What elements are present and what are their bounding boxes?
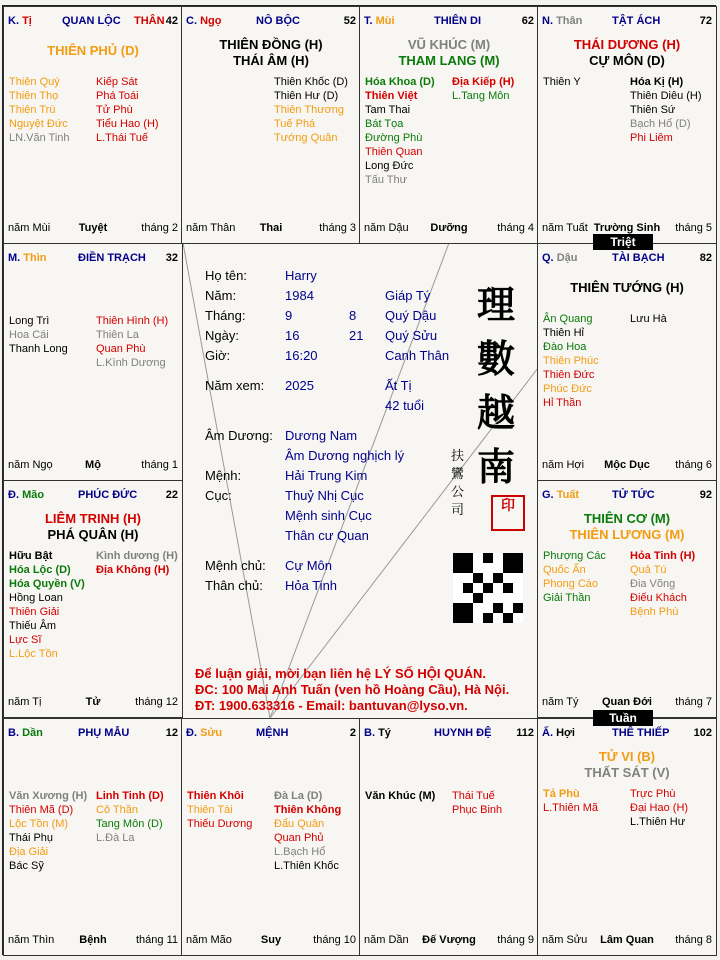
major-star: THÁI DƯƠNG (H) — [573, 37, 681, 52]
day-value: 16 — [285, 328, 300, 343]
palace-name: THÊ THIẾP — [612, 727, 670, 739]
menhchu-label: Mệnh chủ: — [205, 558, 266, 573]
minor-star: Thiên Thương — [274, 104, 345, 116]
horoscope-chart — [2, 5, 716, 955]
minor-star: Tướng Quân — [274, 132, 338, 144]
minor-star: Hữu Bật — [9, 550, 53, 562]
minor-star: Thiên Giải — [9, 606, 60, 618]
life-stage: Mộc Dục — [604, 459, 650, 471]
palace-footer — [542, 934, 712, 947]
minor-stars-right — [630, 312, 667, 326]
view-year-label: Năm xem: — [205, 378, 265, 393]
minor-stars-left — [543, 75, 581, 89]
major-star: THẤT SÁT (V) — [584, 765, 670, 780]
minor-star: Thiên Phúc — [543, 355, 599, 367]
amduong-relation: Âm Dương nghịch lý — [285, 448, 405, 463]
palace-footer — [364, 222, 534, 235]
major-star: TỬ VI (B) — [598, 749, 656, 764]
minor-stars-left — [365, 789, 435, 803]
view-age: 42 tuổi — [385, 398, 425, 413]
palace-month: tháng 8 — [675, 934, 712, 946]
palace-age: 22 — [165, 489, 178, 501]
life-stage: Bệnh — [79, 934, 107, 946]
minor-star: Thiên Y — [543, 76, 581, 88]
minor-stars-left — [9, 549, 85, 661]
menhchu-value: Cự Môn — [285, 558, 332, 573]
minor-star: Linh Tinh (D) — [96, 790, 164, 802]
minor-star: L.Đà La — [96, 832, 135, 844]
minor-star: Phong Cáo — [543, 578, 599, 590]
life-stage: Tử — [85, 696, 101, 708]
palace-footer — [186, 934, 356, 947]
contact-line-1: Để luận giải, mời bạn liên hệ LÝ SỐ HỘI QUÁN. — [195, 666, 486, 681]
minor-star: Thiên Tài — [187, 804, 233, 816]
minor-star: Thiên Việt — [365, 90, 418, 102]
minor-star: Địa Không (H) — [96, 564, 170, 576]
minor-star: Thiên Sứ — [630, 104, 676, 116]
palace-name: NÔ BỘC — [256, 15, 300, 27]
minor-star: Tử Phù — [96, 104, 133, 116]
palace-header — [186, 15, 356, 29]
palace-year: năm Dần — [364, 934, 409, 946]
minor-star: Đường Phù — [365, 132, 423, 144]
branch-label: B. Tý — [364, 727, 391, 739]
seal-text: 扶鸞公司 — [451, 449, 465, 518]
palace-name: MỆNH — [256, 727, 289, 739]
minor-star: Tả Phù — [543, 788, 580, 800]
minor-star: Quả Tú — [630, 564, 667, 576]
minor-stars-right — [96, 314, 168, 370]
palace-month: tháng 11 — [135, 934, 178, 946]
palace-name: TẬT ÁCH — [612, 15, 661, 27]
minor-stars-right — [452, 75, 514, 103]
palace-dan — [3, 718, 183, 956]
palace-month: tháng 5 — [675, 222, 712, 234]
palace-year: năm Hợi — [542, 459, 585, 471]
minor-star: Thiên Mã (D) — [9, 804, 74, 816]
palace-age: 12 — [165, 727, 178, 739]
major-star: LIÊM TRINH (H) — [44, 511, 142, 526]
day-lunar: 21 — [349, 328, 364, 343]
palace-age: 82 — [699, 252, 712, 264]
minor-star: Tiểu Hao (H) — [96, 118, 159, 130]
palace-thin — [3, 243, 183, 481]
minor-star: Thiên Khốc (D) — [274, 76, 348, 88]
month-lunar: 8 — [349, 308, 357, 323]
minor-star: Văn Khúc (M) — [365, 790, 436, 802]
minor-stars-right — [96, 549, 178, 577]
cuc-label: Cục: — [205, 488, 232, 503]
palace-dau — [537, 243, 717, 481]
minor-star: L.Tang Môn — [452, 90, 510, 102]
branch-label: Q. Dậu — [542, 252, 578, 264]
amduong-value: Dương Nam — [285, 428, 358, 443]
palace-header — [186, 727, 356, 741]
palace-month: tháng 6 — [675, 459, 712, 471]
palace-age: 2 — [349, 727, 356, 739]
minor-star: Long Đức — [365, 160, 414, 172]
minor-star: Giải Thần — [543, 592, 591, 604]
branch-label: N. Thân — [542, 15, 583, 27]
palace-month: tháng 3 — [319, 222, 356, 234]
minor-stars-right — [630, 549, 695, 619]
thanchu-label: Thân chủ: — [205, 578, 263, 593]
minor-star: Hóa Quyền (V) — [9, 578, 85, 590]
palace-mui — [359, 6, 539, 244]
palace-age: 32 — [165, 252, 178, 264]
palace-month: tháng 4 — [497, 222, 534, 234]
minor-star: Long Trì — [9, 315, 50, 327]
minor-star: Lưu Hà — [630, 313, 667, 325]
minor-star: Thiếu Dương — [187, 818, 253, 830]
palace-year: năm Ngọ — [8, 459, 53, 471]
minor-star: Tấu Thư — [365, 174, 408, 186]
minor-star: Hóa Kị (H) — [630, 76, 684, 88]
palace-year: năm Thân — [186, 222, 236, 234]
minor-stars-right — [630, 75, 702, 145]
minor-star: Hóa Khoa (D) — [365, 76, 435, 88]
branch-label: G. Tuất — [542, 489, 580, 501]
palace-header — [542, 727, 712, 741]
branch-label: C. Ngọ — [186, 15, 222, 27]
logo-calligraphy — [471, 278, 521, 494]
minor-star: Quan Phù — [96, 343, 146, 355]
palace-age: 42 — [165, 15, 178, 27]
palace-footer — [8, 934, 178, 947]
month-can: Quý Dậu — [385, 308, 437, 323]
major-star: PHÁ QUÂN (H) — [47, 527, 139, 542]
minor-star: Bát Tọa — [365, 118, 404, 130]
minor-star: Cô Thần — [96, 804, 138, 816]
minor-star: Bác Sỹ — [9, 860, 44, 872]
minor-star: Phục Binh — [452, 804, 503, 816]
palace-footer — [8, 696, 178, 709]
palace-age: 102 — [693, 727, 712, 739]
branch-label: Ấ. Hợi — [542, 727, 575, 739]
minor-star: Đại Hao (H) — [630, 802, 689, 814]
minor-star: Tang Môn (D) — [96, 818, 163, 830]
palace-ngo — [181, 6, 361, 244]
life-stage: Lâm Quan — [600, 934, 654, 946]
minor-star: Thanh Long — [9, 343, 68, 355]
palace-age: 62 — [521, 15, 534, 27]
palace-name: TỬ TỨC — [612, 489, 655, 501]
minor-star: Điếu Khách — [630, 592, 687, 604]
minor-stars-right — [452, 789, 502, 817]
minor-star: Thiên Đức — [543, 369, 595, 381]
palace-year: năm Tý — [542, 696, 579, 708]
minor-stars-right — [96, 789, 164, 845]
minor-star: Địa Giải — [9, 846, 49, 858]
cuc-relation: Mệnh sinh Cục — [285, 508, 372, 523]
branch-label: M. Thìn — [8, 252, 47, 264]
palace-year: năm Mão — [186, 934, 232, 946]
palace-header — [364, 15, 534, 29]
palace-header — [364, 727, 534, 741]
palace-year: năm Thìn — [8, 934, 55, 946]
palace-year: năm Tị — [8, 696, 42, 708]
life-stage: Đế Vượng — [422, 934, 476, 946]
minor-star: Thái Tuế — [452, 790, 495, 802]
life-stage: Mộ — [85, 459, 101, 471]
major-star: THIÊN CƠ (M) — [583, 511, 671, 526]
minor-star: Kiếp Sát — [96, 76, 138, 88]
palace-footer — [8, 222, 178, 235]
year-can: Giáp Tý — [385, 288, 431, 303]
qr-code-icon — [453, 553, 523, 623]
palace-name: THIÊN DI — [434, 15, 482, 27]
minor-star: Thiên La — [96, 329, 139, 341]
branch-label: Đ. Mão — [8, 489, 45, 501]
than-marker: THÂN — [134, 15, 165, 27]
minor-star: L.Thiên Hư — [630, 816, 686, 828]
name-value: Harry — [285, 268, 317, 283]
palace-month: tháng 2 — [141, 222, 178, 234]
minor-star: Đà La (D) — [274, 790, 323, 802]
palace-month: tháng 1 — [141, 459, 178, 471]
minor-star: L.Kình Dương — [96, 357, 166, 369]
minor-star: Kình dương (H) — [96, 550, 178, 562]
life-stage: Quan Đới — [602, 696, 652, 708]
year-label: Năm: — [205, 288, 237, 303]
than-position: Thân cư Quan — [285, 528, 369, 543]
center-info — [183, 243, 539, 717]
red-seal-icon: 印 — [491, 495, 525, 531]
minor-stars-left — [187, 789, 252, 831]
minor-star: Bạch Hổ (D) — [630, 118, 691, 130]
minor-star: Địa Kiếp (H) — [452, 76, 515, 88]
minor-star: Thiên Trù — [9, 104, 56, 116]
minor-star: LN.Văn Tinh — [9, 132, 70, 144]
tuan-badge: Tuần — [593, 710, 653, 726]
minor-star: Ân Quang — [543, 313, 593, 325]
palace-mao — [3, 480, 183, 718]
logo-char: 南 — [476, 444, 515, 489]
palace-footer — [8, 459, 178, 472]
minor-stars-left — [365, 75, 435, 187]
palace-age: 72 — [699, 15, 712, 27]
minor-stars-right — [630, 787, 688, 829]
logo-char: 理 — [476, 282, 515, 327]
minor-star: Nguyệt Đức — [9, 118, 68, 130]
minor-star: Lực Sĩ — [9, 634, 42, 646]
minor-stars-left — [543, 312, 599, 410]
menh-value: Hải Trung Kim — [285, 468, 368, 483]
triet-badge: Triệt — [593, 234, 653, 250]
palace-age: 52 — [343, 15, 356, 27]
palace-header — [8, 489, 178, 503]
view-year-can: Ất Tị — [385, 378, 412, 393]
minor-star: Đia Võng — [630, 578, 676, 590]
palace-age: 92 — [699, 489, 712, 501]
minor-star: Thiên Diêu (H) — [630, 90, 702, 102]
view-year-value: 2025 — [285, 378, 314, 393]
minor-star: Thiên Quan — [365, 146, 423, 158]
palace-ty2 — [359, 718, 539, 956]
minor-star: L.Bạch Hổ — [274, 846, 326, 858]
minor-star: Thiên Quý — [9, 76, 60, 88]
minor-star: Thái Phụ — [9, 832, 54, 844]
year-value: 1984 — [285, 288, 314, 303]
palace-header — [542, 489, 712, 503]
hour-label: Giờ: — [205, 348, 231, 363]
palace-name: HUYNH ĐỆ — [434, 727, 492, 739]
life-stage: Suy — [260, 934, 282, 946]
minor-star: Hồng Loan — [9, 592, 63, 604]
palace-year: năm Sửu — [542, 934, 588, 946]
minor-stars-left — [9, 314, 68, 356]
major-star: THIÊN PHỦ (D) — [47, 43, 139, 58]
palace-month: tháng 7 — [675, 696, 712, 708]
branch-label: K. Tị — [8, 15, 32, 27]
menh-label: Mệnh: — [205, 468, 242, 483]
month-label: Tháng: — [205, 308, 246, 323]
minor-star: Phá Toái — [96, 90, 139, 102]
minor-star: Đẩu Quân — [274, 818, 325, 830]
palace-header — [542, 252, 712, 266]
minor-star: Hóa Lộc (D) — [9, 564, 71, 576]
minor-star: Trực Phù — [630, 788, 676, 800]
palace-name: TÀI BẠCH — [612, 252, 665, 264]
minor-star: Đào Hoa — [543, 341, 587, 353]
minor-star: Bệnh Phù — [630, 606, 679, 618]
branch-label: T. Mùi — [364, 15, 395, 27]
palace-age: 112 — [516, 727, 534, 739]
minor-star: Hỉ Thần — [543, 397, 582, 409]
hour-can: Canh Thân — [385, 348, 450, 363]
minor-star: Hỏa Tinh (H) — [630, 550, 696, 562]
palace-header — [8, 252, 178, 266]
palace-footer — [542, 696, 712, 709]
minor-star: Hoa Cái — [9, 329, 49, 341]
palace-footer — [542, 459, 712, 472]
minor-star: Thiên Thọ — [9, 90, 59, 102]
minor-star: Tuế Phá — [274, 118, 316, 130]
palace-year: năm Dậu — [364, 222, 409, 234]
minor-star: Phúc Đức — [543, 383, 592, 395]
month-value: 9 — [285, 308, 293, 323]
palace-header — [8, 15, 178, 29]
major-star: THIÊN TƯỚNG (H) — [570, 280, 684, 295]
minor-star: Văn Xương (H) — [9, 790, 88, 802]
minor-star: Tam Thai — [365, 104, 411, 116]
minor-stars-right — [96, 75, 159, 145]
minor-star: L.Thiên Khốc — [274, 860, 339, 872]
palace-year: năm Mùi — [8, 222, 51, 234]
palace-than — [537, 6, 717, 244]
minor-stars-left — [9, 789, 87, 873]
minor-star: Thiên Hình (H) — [96, 315, 169, 327]
life-stage: Trường Sinh — [593, 222, 661, 234]
palace-tuat — [537, 480, 717, 718]
day-label: Ngày: — [205, 328, 239, 343]
minor-stars-left — [543, 549, 606, 605]
minor-star: L.Thiên Mã — [543, 802, 599, 814]
minor-star: Thiên Hư (D) — [274, 90, 339, 102]
thanchu-value: Hỏa Tinh — [285, 578, 338, 593]
minor-star: Thiên Không — [274, 804, 342, 816]
cuc-value: Thuỷ Nhị Cục — [285, 488, 364, 503]
palace-name: PHÚC ĐỨC — [78, 489, 138, 501]
palace-name: ĐIỀN TRẠCH — [78, 252, 146, 264]
life-stage: Dưỡng — [430, 222, 468, 234]
palace-year: năm Tuất — [542, 222, 588, 234]
minor-star: Thiên Hỉ — [543, 327, 584, 339]
palace-footer — [364, 934, 534, 947]
branch-label: Đ. Sửu — [186, 727, 223, 739]
minor-star: Thiên Khôi — [187, 790, 244, 802]
minor-star: Phượng Các — [543, 550, 606, 562]
name-label: Họ tên: — [205, 268, 247, 283]
life-stage: Tuyệt — [78, 222, 108, 234]
palace-month: tháng 9 — [497, 934, 534, 946]
minor-star: Quan Phủ — [274, 832, 324, 844]
palace-month: tháng 12 — [135, 696, 178, 708]
minor-star: Lộc Tồn (M) — [9, 818, 69, 830]
palace-hoi — [537, 718, 717, 956]
major-star: THÁI ÂM (H) — [233, 53, 309, 68]
minor-star: L.Lộc Tồn — [9, 648, 58, 660]
minor-stars-left — [9, 75, 70, 145]
logo-char: 數 — [476, 336, 515, 381]
minor-star: Thiếu Âm — [9, 620, 57, 632]
major-star: VŨ KHÚC (M) — [407, 37, 491, 52]
major-star: THAM LANG (M) — [398, 53, 500, 68]
minor-stars-right — [274, 789, 341, 873]
branch-label: B. Dần — [8, 727, 43, 739]
minor-star: L.Thái Tuế — [96, 132, 148, 144]
palace-ty — [3, 6, 183, 244]
palace-name: PHỤ MẪU — [78, 727, 130, 739]
major-star: THIÊN LƯƠNG (M) — [569, 527, 685, 542]
minor-stars-left — [543, 787, 598, 815]
logo-char: 越 — [476, 390, 515, 435]
palace-header — [8, 727, 178, 741]
palace-footer — [186, 222, 356, 235]
major-star: CỰ MÔN (D) — [589, 53, 665, 68]
life-stage: Thai — [259, 222, 283, 234]
contact-address: ĐC: 100 Mai Anh Tuấn (ven hồ Hoàng Cầu), Hà Nội. — [195, 682, 510, 697]
amduong-label: Âm Dương: — [205, 428, 273, 443]
major-star: THIÊN ĐỒNG (H) — [219, 37, 323, 52]
day-can: Quý Sửu — [385, 328, 438, 343]
palace-month: tháng 10 — [313, 934, 356, 946]
palace-name: QUAN LỘC — [62, 15, 121, 27]
hour-value: 16:20 — [285, 348, 318, 363]
contact-phone-email: ĐT: 1900.633316 - Email: bantuvan@lyso.vn. — [195, 698, 468, 713]
palace-header — [542, 15, 712, 29]
minor-stars-right — [274, 75, 348, 145]
minor-star: Quốc Ấn — [543, 564, 586, 576]
palace-suu — [181, 718, 361, 956]
minor-star: Phi Liêm — [630, 132, 673, 144]
